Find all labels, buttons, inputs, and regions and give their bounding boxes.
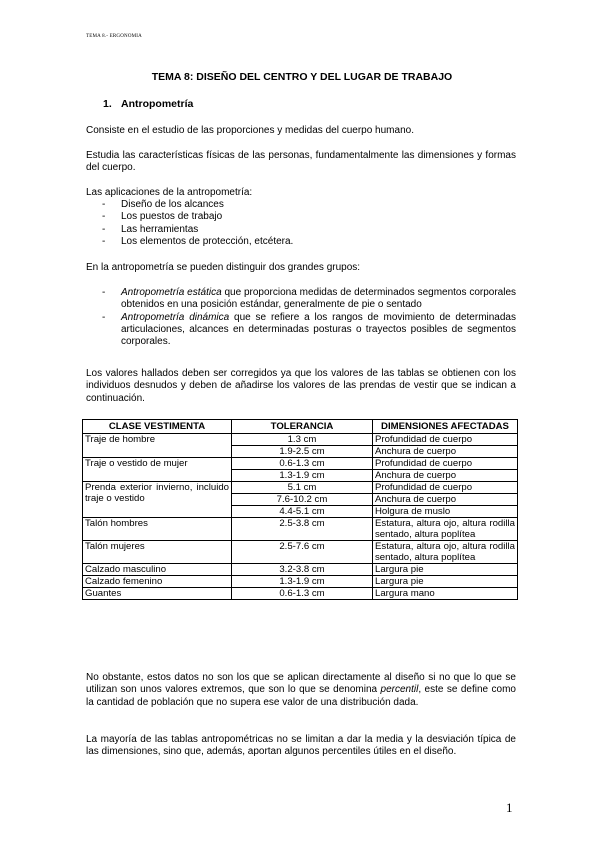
- cell-clase: Calzado femenino: [83, 576, 232, 588]
- cell-tolerancia: 7.6-10.2 cm: [232, 494, 373, 506]
- section-number: 1.: [103, 98, 112, 110]
- list-item: - Los elementos de protección, etcétera.: [86, 236, 516, 248]
- cell-dimensiones: Estatura, altura ojo, altura rodilla sentado, altura poplítea: [373, 541, 518, 564]
- cell-dimensiones: Anchura de cuerpo: [373, 494, 518, 506]
- percentil-text-a: No obstante, estos datos no son los que se aplican directamente al diseño si no que lo que se utilizan son unos valores extremos, que son lo que se denomina: [86, 672, 516, 696]
- cell-clase: Traje de hombre: [83, 434, 232, 458]
- cell-dimensiones: Estatura, altura ojo, altura rodilla sentado, altura poplítea: [373, 518, 518, 541]
- cell-tolerancia: 2.5-7.6 cm: [232, 541, 373, 564]
- cell-clase: Traje o vestido de mujer: [83, 458, 232, 482]
- table-row: [83, 588, 518, 600]
- table-row: [83, 518, 518, 541]
- paragraph-tables: La mayoría de las tablas antropométricas no se limitan a dar la media y la desviación típica de las dimensiones, sino que, además, aportan algunos percentiles útiles en el diseño.: [86, 734, 516, 758]
- cell-tolerancia: 1.3 cm: [232, 434, 373, 446]
- clothing-tolerance-table: [82, 419, 518, 600]
- table-header-row: [83, 420, 518, 434]
- cell-tolerancia: 3.2-3.8 cm: [232, 564, 373, 576]
- group-text: que proporciona medidas de determinados segmentos corporales obtenidos en una posición estándar, generalmente de pie o sentado: [121, 287, 517, 311]
- table-row: [83, 434, 518, 446]
- percentil-term: percentil: [380, 684, 419, 696]
- cell-tolerancia: 2.5-3.8 cm: [232, 518, 373, 541]
- cell-clase: Talón hombres: [83, 518, 232, 541]
- page-title: TEMA 8: DISEÑO DEL CENTRO Y DEL LUGAR DE TRABAJO: [151, 71, 453, 83]
- cell-tolerancia: 1.3-1.9 cm: [232, 470, 373, 482]
- group-term: Antropometría estática: [121, 287, 222, 298]
- cell-clase: Guantes: [83, 588, 232, 600]
- group-text: que se refiere a los rangos de movimiento de determinadas articulaciones, alcances en determinadas posturas o trayectos posibles de segmentos corporales.: [121, 311, 516, 348]
- cell-tolerancia: 5.1 cm: [232, 482, 373, 494]
- list-item: - Diseño de los alcances: [86, 199, 516, 211]
- paragraph-definition: Consiste en el estudio de las proporciones y medidas del cuerpo humano.: [86, 125, 414, 136]
- section-label: Antropometría: [121, 98, 194, 110]
- applications-list: [86, 199, 516, 248]
- paragraph-corrections: Los valores hallados deben ser corregidos ya que los valores de las tablas se obtienen con los individuos desnudos y deben de añadirse los valores de las prendas de vestir que se indican a continuación.: [86, 368, 516, 404]
- table-row: [83, 576, 518, 588]
- cell-dimensiones: Profundidad de cuerpo: [373, 482, 518, 494]
- cell-tolerancia: 0.6-1.3 cm: [232, 588, 373, 600]
- cell-dimensiones: Largura mano: [373, 588, 518, 600]
- cell-dimensiones: Profundidad de cuerpo: [373, 434, 518, 446]
- paragraph-percentil: [86, 672, 516, 709]
- paragraph-applications-intro: Las aplicaciones de la antropometría:: [86, 187, 253, 198]
- table-row: [83, 482, 518, 494]
- cell-tolerancia: 1.3-1.9 cm: [232, 576, 373, 588]
- groups-list: [86, 287, 516, 348]
- list-item: - Las herramientas: [86, 224, 516, 236]
- page-number: 1: [506, 800, 513, 815]
- list-item: [86, 287, 516, 312]
- list-item: - Los puestos de trabajo: [86, 211, 516, 223]
- header-clase: CLASE VESTIMENTA: [83, 420, 232, 434]
- list-item: [86, 312, 516, 349]
- group-term: Antropometría dinámica: [121, 311, 230, 323]
- cell-tolerancia: 4.4-5.1 cm: [232, 506, 373, 518]
- paragraph-characteristics: Estudia las características físicas de las personas, fundamentalmente las dimensiones y formas del cuerpo.: [86, 150, 516, 174]
- cell-dimensiones: Holgura de muslo: [373, 506, 518, 518]
- cell-clase: Prenda exterior invierno, incluido traje o vestido: [83, 482, 232, 518]
- cell-dimensiones: Anchura de cuerpo: [373, 446, 518, 458]
- cell-clase: Calzado masculino: [83, 564, 232, 576]
- header-tolerancia: TOLERANCIA: [232, 420, 373, 434]
- paragraph-groups-intro: En la antropometría se pueden distinguir dos grandes grupos:: [86, 262, 361, 273]
- header-dimensiones: DIMENSIONES AFECTADAS: [373, 420, 518, 434]
- cell-dimensiones: Profundidad de cuerpo: [373, 458, 518, 470]
- cell-tolerancia: 1.9-2.5 cm: [232, 446, 373, 458]
- table-row: [83, 458, 518, 470]
- table-row: [83, 564, 518, 576]
- cell-tolerancia: 0.6-1.3 cm: [232, 458, 373, 470]
- percentil-text-b: , este se define como la cantidad de población que no supera ese valor de una distribución dada.: [86, 684, 516, 708]
- cell-dimensiones: Anchura de cuerpo: [373, 470, 518, 482]
- cell-dimensiones: Largura pie: [373, 576, 518, 588]
- running-header: TEMA 8.- ERGONOMIA: [86, 34, 142, 39]
- section-heading: [103, 98, 193, 110]
- cell-clase: Talón mujeres: [83, 541, 232, 564]
- cell-dimensiones: Largura pie: [373, 564, 518, 576]
- table-row: [83, 541, 518, 564]
